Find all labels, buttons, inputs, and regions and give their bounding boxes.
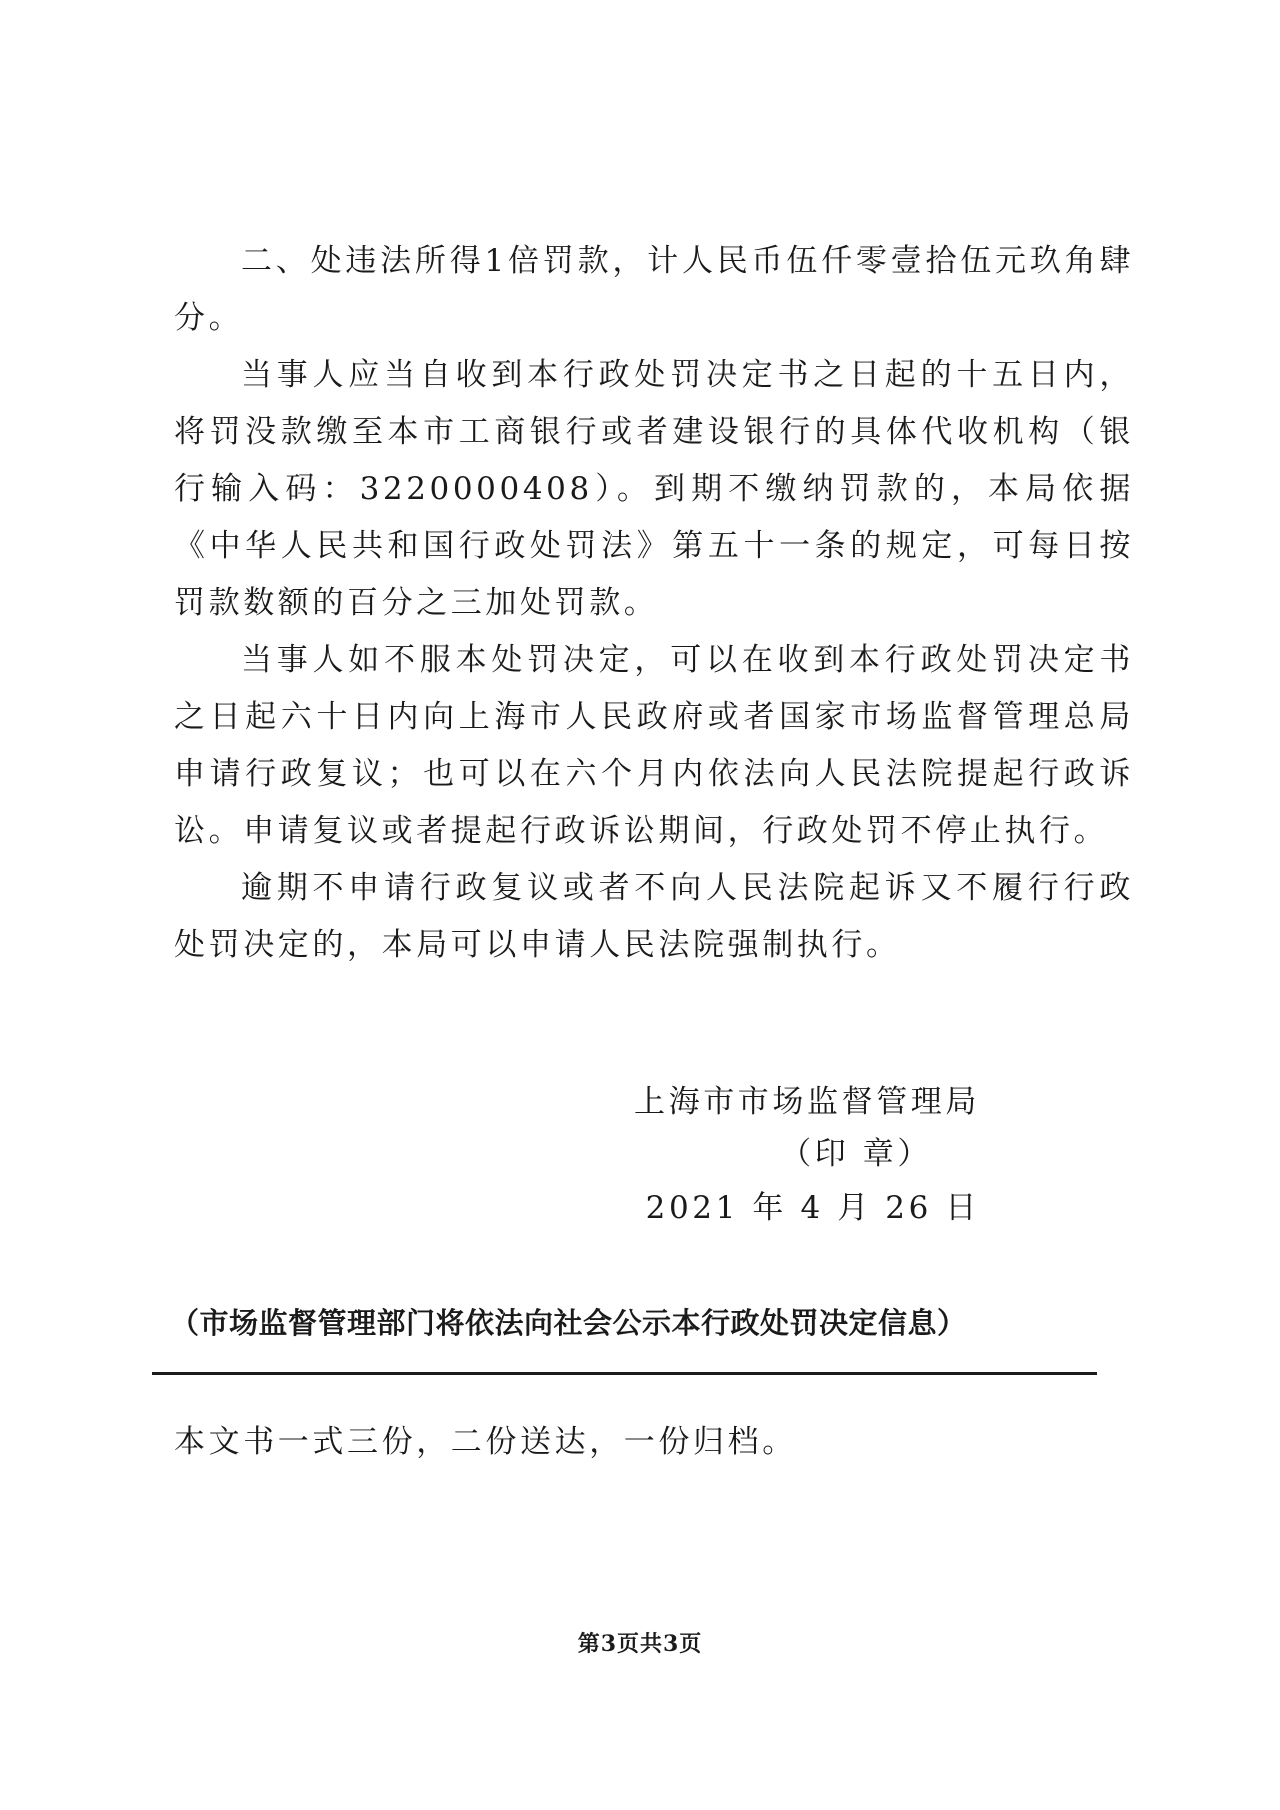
- paragraph-appeal: 当事人如不服本处罚决定，可以在收到本行政处罚决定书之日起六十日内向上海市人民政府或者国家市场监督管理总局申请行政复议；也可以在六个月内依法向人民法院提起行政诉讼。申请复议或者提起行政诉讼期间，行政处罚不停止执行。: [174, 642, 1134, 849]
- paragraph-enforcement: 逾期不申请行政复议或者不向人民法院起诉又不履行行政处罚决定的，本局可以申请人民法院强制执行。: [174, 870, 1134, 963]
- signature-block: [634, 1076, 980, 1234]
- seal-placeholder: （印 章）: [780, 1136, 932, 1172]
- decision-body: [174, 233, 1134, 974]
- page-number: 第3页共3页: [577, 1631, 703, 1657]
- paragraph-fine: 二、处违法所得1倍罚款，计人民币伍仟零壹拾伍元玖角肆分。: [174, 243, 1134, 336]
- publicity-notice: （市场监督管理部门将依法向社会公示本行政处罚决定信息）: [170, 1306, 967, 1340]
- copies-note: 本文书一式三份，二份送达，一份归档。: [174, 1424, 797, 1460]
- divider-line: [152, 1372, 1097, 1375]
- issue-date: 2021 年 4 月 26 日: [645, 1190, 980, 1226]
- issuing-authority: 上海市市场监督管理局: [634, 1084, 980, 1120]
- paragraph-payment: 当事人应当自收到本行政处罚决定书之日起的十五日内，将罚没款缴至本市工商银行或者建设银行的具体代收机构（银行输入码：3220000408）。到期不缴纳罚款的，本局依据《中华人民共和国行政处罚法》第五十一条的规定，可每日按罚款数额的百分之三加处罚款。: [174, 357, 1134, 621]
